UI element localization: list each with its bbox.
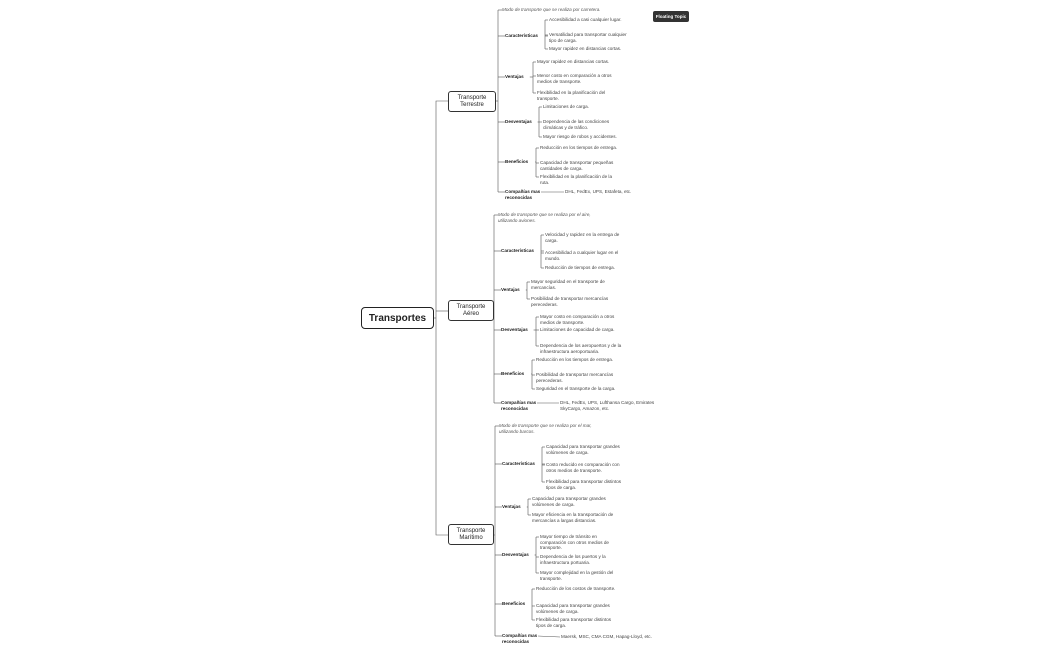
list-item[interactable]: Flexibilidad en la planificación de la ruta.	[540, 174, 613, 185]
list-item[interactable]: Seguridad en el transporte de la carga.	[536, 386, 616, 391]
branch-topic[interactable]: Transporte Marítimo	[448, 524, 494, 545]
group-label-caracter-sticas[interactable]: Características	[501, 248, 534, 253]
branch-topic[interactable]: Transporte Aéreo	[448, 300, 494, 321]
list-item[interactable]: DHL, FedEx, UPS, Lufthansa Cargo, Emirates SkyCargo, Amazon, etc.	[560, 400, 655, 411]
list-item[interactable]: Reducción en los tiempos de entrega.	[540, 145, 618, 150]
group-label-compa-as-mas-reconocidas[interactable]: Compañías mas reconocidas	[501, 400, 537, 411]
list-item[interactable]: Mayor costo en comparación a otros medios de transporte.	[540, 314, 615, 325]
branch-description[interactable]: Modo de transporte que se realiza por el mar, utilizando barcos.	[499, 423, 592, 434]
group-label-compa-as-mas-reconocidas[interactable]: Compañías mas reconocidas	[505, 189, 541, 200]
group-label-ventajas[interactable]: Ventajas	[501, 287, 520, 292]
list-item[interactable]: Reducción de los costos de transporte.	[536, 586, 616, 591]
connector-line	[436, 101, 448, 106]
branch-topic[interactable]: Transporte Terrestre	[448, 91, 496, 112]
list-item[interactable]: DHL, FedEx, UPS, Estafeta, etc.	[565, 189, 632, 194]
list-item[interactable]: Reducción en los tiempos de entrega.	[536, 357, 614, 362]
list-item[interactable]: Limitaciones de capacidad de carga.	[540, 327, 615, 332]
list-item[interactable]: Accesibilidad a casi cualquier lugar.	[549, 17, 622, 22]
group-label-desventajas[interactable]: Desventajas	[502, 552, 529, 557]
group-label-caracter-sticas[interactable]: Características	[505, 33, 538, 38]
list-item[interactable]: Mayor eficiencia en la transportación de mercancías a largas distancias.	[532, 512, 614, 523]
group-label-caracter-sticas[interactable]: Características	[502, 461, 535, 466]
list-item[interactable]: Capacidad para transportar grandes volúmenes de carga.	[536, 603, 610, 614]
list-item[interactable]: Accesibilidad a cualquier lugar en el mundo.	[545, 250, 619, 261]
list-item[interactable]: Posibilidad de transportar mercancías perecederas.	[536, 372, 614, 383]
group-label-desventajas[interactable]: Desventajas	[501, 327, 528, 332]
list-item[interactable]: Mayor rapidez en distancias cortas.	[537, 59, 610, 64]
list-item[interactable]: Posibilidad de transportar mercancías perecederas.	[531, 296, 609, 307]
list-item[interactable]: Versatilidad para transportar cualquier tipo de carga.	[549, 32, 627, 43]
branch-description[interactable]: Modo de transporte que se realiza por carretera.	[502, 7, 601, 12]
list-item[interactable]: Menor costo en comparación a otros medios de transporte.	[537, 73, 612, 84]
list-item[interactable]: Limitaciones de carga.	[543, 104, 589, 109]
list-item[interactable]: Capacidad para transportar grandes volúmenes de carga.	[546, 444, 620, 455]
floating-topic[interactable]: Floating Topic	[653, 11, 689, 22]
list-item[interactable]: Velocidad y rapidez en la entrega de carga.	[545, 232, 620, 243]
group-label-ventajas[interactable]: Ventajas	[502, 504, 521, 509]
list-item[interactable]: Dependencia de los puertos y la infraestructura portuaria.	[540, 554, 606, 565]
list-item[interactable]: Mayor seguridad en el transporte de mercancías.	[531, 279, 605, 290]
list-item[interactable]: Maersk, MSC, CMA CGM, Hapag-Lloyd, etc.	[561, 634, 652, 639]
group-label-beneficios[interactable]: Beneficios	[501, 371, 525, 376]
branch-description[interactable]: Modo de transporte que se realiza por el aire, utilizando aviones.	[498, 212, 591, 223]
root-topic[interactable]: Transportes	[361, 307, 434, 329]
group-label-compa-as-mas-reconocidas[interactable]: Compañías mas reconocidas	[502, 633, 538, 644]
list-item[interactable]: Flexibilidad para transportar distintos tipos de carga.	[546, 479, 622, 490]
list-item[interactable]: Mayor tiempo de tránsito en comparación con otros medios de transporte.	[540, 534, 609, 551]
group-label-beneficios[interactable]: Beneficios	[502, 601, 526, 606]
list-item[interactable]: Dependencia de las condiciones climáticas y de tráfico.	[543, 119, 610, 130]
group-label-ventajas[interactable]: Ventajas	[505, 74, 524, 79]
list-item[interactable]: Costo reducido en comparación con otros medios de transporte.	[546, 462, 620, 473]
list-item[interactable]: Reducción de tiempos de entrega.	[545, 265, 615, 270]
list-item[interactable]: Flexibilidad para transportar distintos tipos de carga.	[536, 617, 612, 628]
list-item[interactable]: Capacidad de transportar pequeñas cantidades de carga.	[540, 160, 614, 171]
list-item[interactable]: Mayor rapidez en distancias cortas.	[549, 46, 622, 51]
group-label-desventajas[interactable]: Desventajas	[505, 119, 532, 124]
list-item[interactable]: Capacidad para transportar grandes volúmenes de carga.	[532, 496, 606, 507]
connector-line	[436, 530, 448, 535]
list-item[interactable]: Mayor riesgo de robos y accidentes.	[543, 134, 617, 139]
list-item[interactable]: Mayor complejidad en la gestión del transporte.	[540, 570, 614, 581]
list-item[interactable]: Dependencia de los aeropuertos y de la infraestructura aeroportuaria.	[540, 343, 622, 354]
group-label-beneficios[interactable]: Beneficios	[505, 159, 529, 164]
list-item[interactable]: Flexibilidad en la planificación del transporte.	[537, 90, 606, 101]
